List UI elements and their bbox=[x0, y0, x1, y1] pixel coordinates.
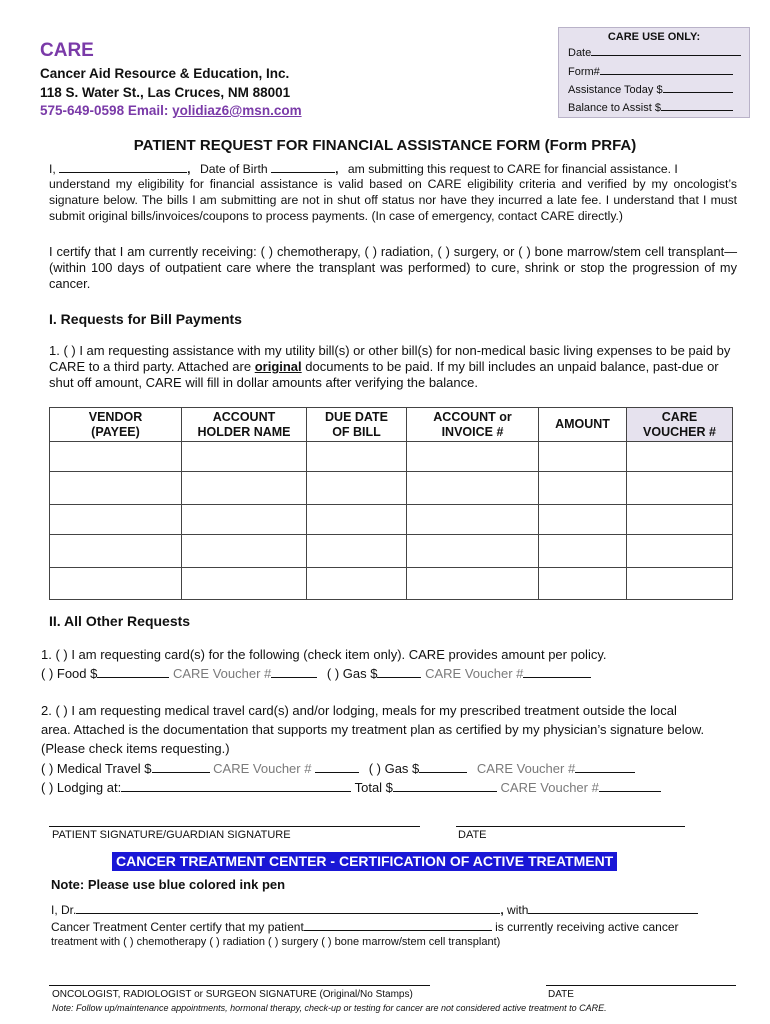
section-2-heading: II. All Other Requests bbox=[49, 613, 191, 629]
table-cell[interactable] bbox=[182, 535, 307, 568]
blue-ink-note: Note: Please use blue colored ink pen bbox=[51, 877, 286, 892]
care-date-label: Date bbox=[568, 47, 592, 59]
table-cell[interactable] bbox=[539, 568, 627, 600]
table-cell[interactable] bbox=[539, 535, 627, 568]
food-amount-field[interactable] bbox=[97, 665, 169, 678]
table-cell[interactable] bbox=[307, 442, 407, 472]
form-title: PATIENT REQUEST FOR FINANCIAL ASSISTANCE FORM (Form PRFA) bbox=[133, 137, 637, 154]
table-cell[interactable] bbox=[407, 505, 539, 535]
oncologist-signature-line[interactable] bbox=[49, 985, 430, 986]
care-assistance-row bbox=[568, 80, 733, 96]
table-cell[interactable] bbox=[182, 505, 307, 535]
lodging-row bbox=[41, 779, 661, 795]
travel-gas-amount-field[interactable] bbox=[419, 760, 467, 773]
table-cell[interactable] bbox=[182, 568, 307, 600]
table-cell[interactable] bbox=[627, 535, 733, 568]
medical-travel-row bbox=[41, 760, 635, 776]
lodging-total-label: Total $ bbox=[354, 780, 393, 795]
care-assistance-label: Assistance Today $ bbox=[568, 84, 663, 96]
doctor-label: I, Dr. bbox=[51, 903, 77, 917]
org-contact bbox=[40, 103, 302, 118]
table-cell[interactable] bbox=[539, 442, 627, 472]
treatment-center-field[interactable] bbox=[528, 901, 698, 914]
medical-travel-amount-field[interactable] bbox=[152, 760, 210, 773]
intro-line1-end: am submitting this request to CARE for financial assistance. I bbox=[347, 162, 678, 176]
oncologist-signature-label: ONCOLOGIST, RADIOLOGIST or SURGEON SIGNATURE (Original/No Stamps) bbox=[52, 989, 413, 1000]
care-assistance-field[interactable] bbox=[663, 80, 733, 93]
email-label: Email: bbox=[127, 103, 169, 118]
oncologist-date-label: DATE bbox=[548, 989, 574, 1000]
table-row bbox=[50, 505, 733, 535]
section-2-item-2-line-b: area. Attached is the documentation that supports my treatment plan as certified by my physician’s signature below. bbox=[41, 722, 705, 737]
receiving-label: is currently receiving active cancer bbox=[495, 920, 679, 934]
org-phone: 575-649-0598 bbox=[40, 103, 125, 118]
patient-certify-row bbox=[51, 918, 679, 934]
center-certify-label: Cancer Treatment Center certify that my patient bbox=[51, 920, 304, 934]
org-address: 118 S. Water St., Las Cruces, NM 88001 bbox=[40, 85, 291, 100]
table-row bbox=[50, 442, 733, 472]
table-cell[interactable] bbox=[407, 472, 539, 505]
section-1-heading: I. Requests for Bill Payments bbox=[49, 311, 242, 327]
col-account-holder: ACCOUNT HOLDER NAME bbox=[182, 408, 307, 442]
table-header-row bbox=[50, 408, 733, 442]
medical-travel-voucher-label: CARE Voucher # bbox=[213, 761, 312, 776]
table-cell[interactable] bbox=[407, 568, 539, 600]
oncologist-date-line[interactable] bbox=[546, 985, 736, 986]
col-due-date: DUE DATE OF BILL bbox=[307, 408, 407, 442]
lodging-label: ( ) Lodging at: bbox=[41, 780, 122, 795]
section-2-item-2-line-a: 2. ( ) I am requesting medical travel card(s) and/or lodging, meals for my prescribed treatment outside the local bbox=[41, 703, 677, 718]
lodging-voucher-field[interactable] bbox=[599, 779, 661, 792]
table-cell[interactable] bbox=[539, 472, 627, 505]
treatment-types-row: treatment with ( ) chemotherapy ( ) radiation ( ) surgery ( ) bone marrow/stem cell transplant) bbox=[51, 936, 501, 948]
table-cell[interactable] bbox=[307, 505, 407, 535]
gas-amount-field[interactable] bbox=[377, 665, 421, 678]
table-cell[interactable] bbox=[50, 505, 182, 535]
table-cell[interactable] bbox=[407, 442, 539, 472]
section-1-text-a: 1. ( ) I am requesting assistance with my utility bill(s) or other bill(s) for non-medical basic living expenses to be paid by CARE to a third party. Attached are bbox=[49, 343, 731, 374]
travel-gas-label: ( ) Gas $ bbox=[368, 761, 420, 776]
section-1-text bbox=[49, 343, 739, 391]
care-form-field[interactable] bbox=[600, 62, 733, 75]
lodging-field[interactable] bbox=[121, 779, 351, 792]
org-full-name: Cancer Aid Resource & Education, Inc. bbox=[40, 66, 290, 81]
care-balance-field[interactable] bbox=[661, 98, 733, 111]
section-2-item-1: 1. ( ) I am requesting card(s) for the following (check item only). CARE provides amount per policy. bbox=[41, 647, 607, 662]
table-cell[interactable] bbox=[627, 568, 733, 600]
table-cell[interactable] bbox=[182, 442, 307, 472]
col-care-voucher: CARE VOUCHER # bbox=[627, 408, 733, 442]
col-account-invoice: ACCOUNT or INVOICE # bbox=[407, 408, 539, 442]
certification-banner: CANCER TREATMENT CENTER - CERTIFICATION OF ACTIVE TREATMENT bbox=[112, 852, 617, 871]
medical-travel-label: ( ) Medical Travel $ bbox=[41, 761, 152, 776]
food-label: ( ) Food $ bbox=[41, 666, 98, 681]
gas-voucher-field[interactable] bbox=[523, 665, 591, 678]
gas-voucher-label: CARE Voucher # bbox=[425, 666, 524, 681]
doctor-name-field[interactable] bbox=[76, 901, 500, 914]
table-cell[interactable] bbox=[50, 535, 182, 568]
dob-field[interactable] bbox=[271, 160, 335, 173]
care-form-row bbox=[568, 62, 733, 78]
table-cell[interactable] bbox=[50, 568, 182, 600]
section-2-item-2-line-c: (Please check items requesting.) bbox=[41, 741, 230, 756]
food-voucher-field[interactable] bbox=[271, 665, 317, 678]
table-cell[interactable] bbox=[307, 568, 407, 600]
table-cell[interactable] bbox=[627, 505, 733, 535]
care-use-only-box bbox=[558, 27, 750, 118]
care-date-field[interactable] bbox=[591, 43, 741, 56]
table-cell[interactable] bbox=[539, 505, 627, 535]
table-cell[interactable] bbox=[307, 472, 407, 505]
table-row bbox=[50, 472, 733, 505]
certified-patient-field[interactable] bbox=[304, 918, 492, 931]
doctor-row: I, Dr. , with bbox=[51, 901, 698, 917]
with-label: with bbox=[507, 903, 529, 917]
care-balance-label: Balance to Assist $ bbox=[568, 102, 661, 114]
intro-first-line: I, , Date of Birth , am submitting this request to CARE for financial assistance. I bbox=[49, 162, 678, 176]
footnote: Note: Follow up/maintenance appointments, hormonal therapy, check-up or testing for cancer are not considered active treatment to CARE. bbox=[52, 1003, 607, 1013]
patient-signature-label: PATIENT SIGNATURE/GUARDIAN SIGNATURE bbox=[52, 829, 291, 841]
travel-gas-voucher-field[interactable] bbox=[575, 760, 635, 773]
travel-gas-voucher-label: CARE Voucher # bbox=[476, 761, 576, 776]
org-short-name: CARE bbox=[40, 40, 94, 61]
patient-date-label: DATE bbox=[458, 829, 487, 841]
lodging-total-field[interactable] bbox=[393, 779, 497, 792]
table-cell[interactable] bbox=[50, 442, 182, 472]
care-use-title: CARE USE ONLY: bbox=[607, 31, 701, 43]
table-cell[interactable] bbox=[627, 442, 733, 472]
care-date-row bbox=[568, 43, 741, 59]
intro-paragraph: understand my eligibility for financial assistance is valid based on CARE eligibility criteria and verified by my oncologist’s signature below. The bills I am submitting are not in shut off status nor have they incurred a late fee. I understand that I must submit original bills/invoices/coupons to process payments. (In case of emergency, contact CARE directly.) bbox=[49, 177, 737, 223]
table-cell[interactable] bbox=[627, 472, 733, 505]
dob-label: Date of Birth bbox=[199, 162, 268, 176]
food-voucher-label: CARE Voucher # bbox=[172, 666, 272, 681]
col-amount: AMOUNT bbox=[539, 408, 627, 442]
certify-paragraph: I certify that I am currently receiving: ( ) chemotherapy, ( ) radiation, ( ) surgery, or ( ) bone marrow/stem cell transplant—(within 100 days of outpatient care where the transplant was performed) to cure, shrink or stop the progression of my cancer. bbox=[49, 244, 737, 291]
table-row bbox=[50, 568, 733, 600]
table-cell[interactable] bbox=[307, 535, 407, 568]
care-form-label: Form# bbox=[568, 66, 600, 78]
lodging-voucher-label: CARE Voucher # bbox=[500, 780, 599, 795]
food-gas-row bbox=[41, 665, 591, 681]
col-vendor: VENDOR (PAYEE) bbox=[50, 408, 182, 442]
table-cell[interactable] bbox=[182, 472, 307, 505]
medical-travel-voucher-field[interactable] bbox=[315, 760, 359, 773]
original-emphasis: original bbox=[254, 359, 302, 374]
intro-i-label: I, bbox=[49, 162, 56, 176]
patient-signature-line[interactable] bbox=[49, 826, 420, 827]
gas-label: ( ) Gas $ bbox=[326, 666, 378, 681]
bill-payment-table bbox=[49, 407, 733, 600]
patient-name-field[interactable] bbox=[59, 160, 187, 173]
patient-date-line[interactable] bbox=[456, 826, 685, 827]
section-1-text-b: documents to be paid. If my bill includes an unpaid balance, past-due or shut off amount, CARE will fill in dollar amounts after verifying the balance. bbox=[49, 359, 719, 390]
table-row bbox=[50, 535, 733, 568]
org-email-link[interactable]: yolidiaz6@msn.com bbox=[172, 103, 302, 118]
table-cell[interactable] bbox=[50, 472, 182, 505]
table-cell[interactable] bbox=[407, 535, 539, 568]
care-balance-row bbox=[568, 98, 733, 114]
